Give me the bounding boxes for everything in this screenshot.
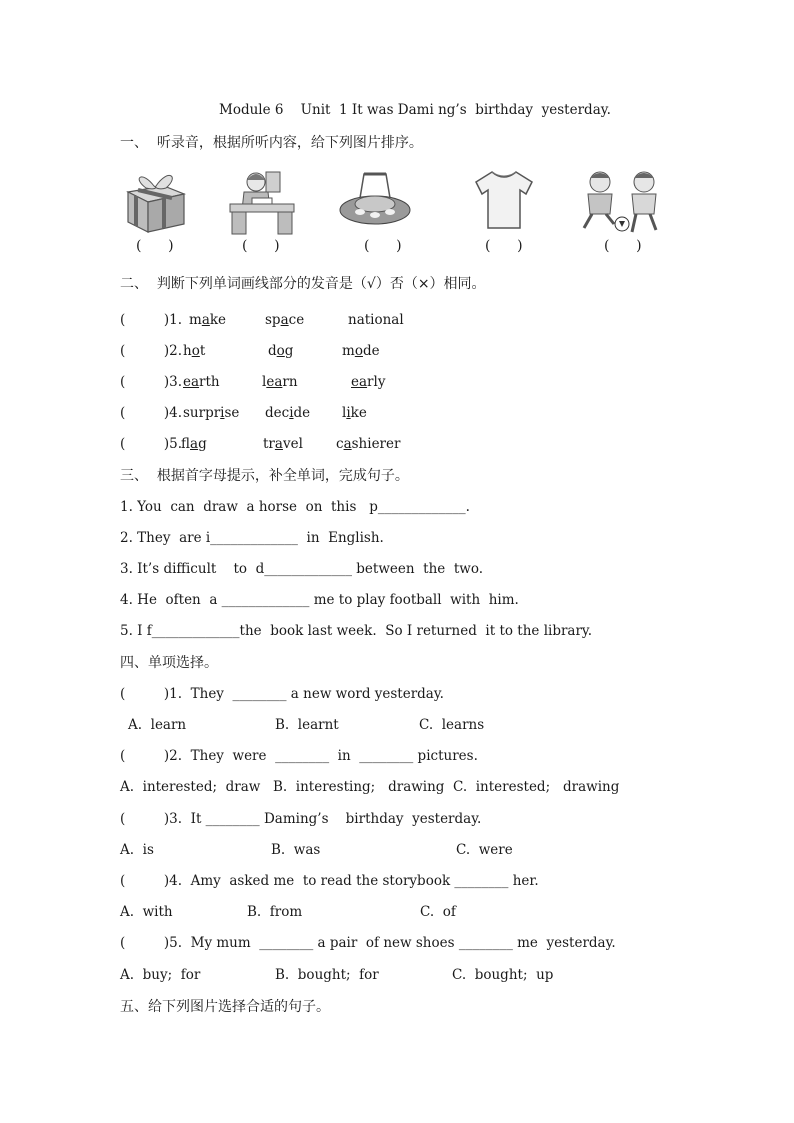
- fill-sentence-2[interactable]: 2. They are i_____________ in English.: [120, 530, 384, 546]
- choice-2-option-c[interactable]: C. interested; drawing: [453, 779, 620, 795]
- section-2-heading: 二、 判断下列单词画线部分的发音是（√）否（×）相同。: [120, 276, 486, 292]
- judge-row-4-word-3: like: [342, 405, 367, 421]
- choice-2-option-b[interactable]: B. interesting; drawing: [273, 779, 445, 795]
- fill-sentence-1[interactable]: 1. You can draw a horse on this p_____________.: [120, 499, 470, 515]
- page-title: Module 6 Unit 1 It was Dami ng’s birthday yesterday.: [219, 102, 611, 118]
- judge-row-3-word-2: learn: [262, 374, 298, 390]
- picture-1-answer-blank[interactable]: ( ): [136, 238, 174, 254]
- judge-row-1-word-2: space: [265, 312, 305, 328]
- section-3-heading: 三、 根据首字母提示，补全单词，完成句子。: [120, 468, 409, 484]
- judge-row-2-word-2: dog: [268, 343, 294, 359]
- choice-3-option-a[interactable]: A. is: [120, 842, 154, 858]
- judge-row-1-word-3: national: [348, 312, 404, 328]
- judge-row-4-word-2: decide: [265, 405, 311, 421]
- choice-question-3[interactable]: ( )3. It ________ Daming’s birthday yesterday.: [120, 811, 482, 827]
- choice-question-4[interactable]: ( )4. Amy asked me to read the storybook ________ her.: [120, 873, 539, 889]
- section-1-heading: 一、 听录音，根据所听内容，给下列图片排序。: [120, 135, 423, 151]
- choice-1-option-b[interactable]: B. learnt: [275, 717, 339, 733]
- judge-row-3-number[interactable]: ( )3.: [120, 374, 183, 390]
- judge-row-2-number[interactable]: ( )2.: [120, 343, 183, 359]
- choice-2-option-a[interactable]: A. interested; draw: [120, 779, 261, 795]
- choice-5-option-a[interactable]: A. buy; for: [120, 967, 201, 983]
- section-5-heading: 五、给下列图片选择合适的句子。: [120, 999, 330, 1015]
- judge-row-2-word-3: mode: [342, 343, 380, 359]
- judge-row-5-word-1: flag: [181, 436, 207, 452]
- picture-2-answer-blank[interactable]: ( ): [242, 238, 280, 254]
- judge-row-2-word-1: hot: [183, 343, 206, 359]
- fill-sentence-5[interactable]: 5. I f_____________the book last week. So I returned it to the library.: [120, 623, 593, 639]
- fill-sentence-3[interactable]: 3. It’s difficult to d_____________ between the two.: [120, 561, 484, 577]
- choice-1-option-a[interactable]: A. learn: [128, 717, 187, 733]
- judge-row-1-number[interactable]: ( )1.: [120, 312, 183, 328]
- judge-row-4-number[interactable]: ( )4.: [120, 405, 183, 421]
- judge-row-5-word-2: travel: [263, 436, 303, 452]
- boy-studying-icon: [226, 168, 298, 236]
- choice-4-option-c[interactable]: C. of: [420, 904, 456, 920]
- picture-3-answer-blank[interactable]: ( ): [364, 238, 402, 254]
- choice-5-option-b[interactable]: B. bought; for: [275, 967, 379, 983]
- choice-3-option-b[interactable]: B. was: [271, 842, 321, 858]
- judge-row-5-number[interactable]: ( )5.: [120, 436, 183, 452]
- judge-row-5-word-3: cashierer: [336, 436, 401, 452]
- fill-sentence-4[interactable]: 4. He often a _____________ me to play football with him.: [120, 592, 519, 608]
- choice-question-1[interactable]: ( )1. They ________ a new word yesterday.: [120, 686, 444, 702]
- choice-5-option-c[interactable]: C. bought; up: [452, 967, 554, 983]
- choice-3-option-c[interactable]: C. were: [456, 842, 513, 858]
- choice-1-option-c[interactable]: C. learns: [419, 717, 485, 733]
- boys-football-icon: [578, 168, 668, 236]
- gift-box-icon: [124, 166, 188, 234]
- judge-row-4-word-1: surprise: [183, 405, 240, 421]
- choice-question-2[interactable]: ( )2. They were ________ in ________ pictures.: [120, 748, 478, 764]
- t-shirt-icon: [474, 168, 534, 232]
- picture-4-answer-blank[interactable]: ( ): [485, 238, 523, 254]
- judge-row-1-word-1: make: [189, 312, 227, 328]
- choice-4-option-b[interactable]: B. from: [247, 904, 303, 920]
- picture-5-answer-blank[interactable]: ( ): [604, 238, 642, 254]
- section-4-heading: 四、单项选择。: [120, 655, 218, 671]
- judge-row-3-word-1: earth: [183, 374, 220, 390]
- judge-row-3-word-3: early: [351, 374, 386, 390]
- choice-4-option-a[interactable]: A. with: [120, 904, 173, 920]
- ufo-icon: [338, 170, 412, 232]
- choice-question-5[interactable]: ( )5. My mum ________ a pair of new shoes ________ me yesterday.: [120, 935, 616, 951]
